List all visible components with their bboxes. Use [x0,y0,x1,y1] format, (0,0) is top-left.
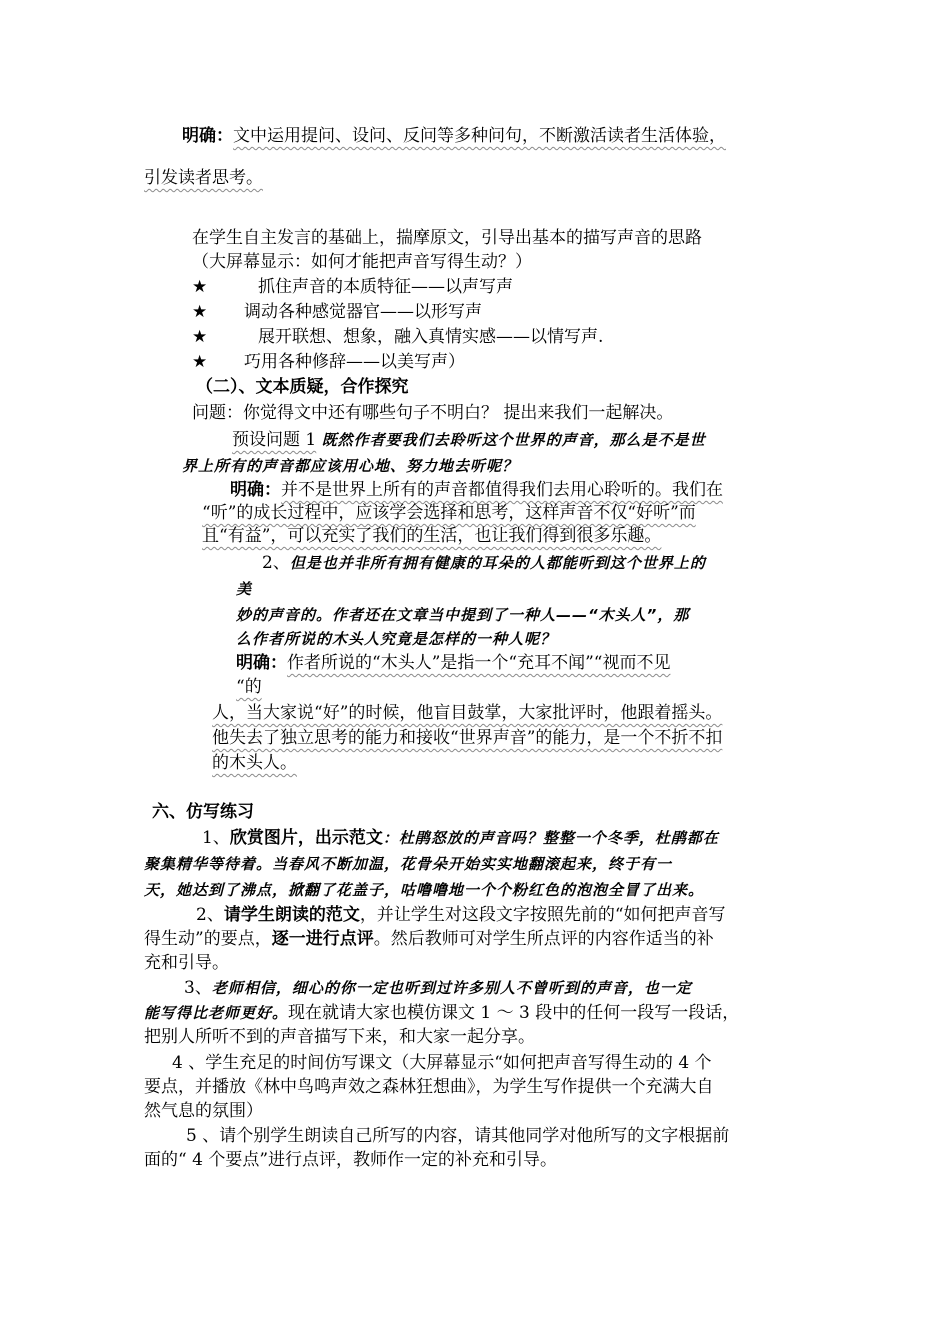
p4-line2: 要点，并播放《林中鸟鸣声效之森林狂想曲》，为学生写作提供一个充满大自 [144,1077,714,1097]
p1-line3: 天，她达到了沸点，掀翻了花盖子，咕噜噜地一个个粉红色的泡泡全冒了出来。 [144,881,705,899]
a2-line3: 人，当大家说“好”的时候，他盲目鼓掌，大家批评时，他跟着摇头。 [212,703,723,723]
q2-line2: 美 [236,580,253,598]
q1-line1 [232,428,706,452]
s1-text1: 文中运用提问、设问、反问等多种问句，不断激活读者生活体验， [233,126,726,146]
star-icon: ★ [192,327,208,347]
s1-line2: 引发读者思考。 [144,168,263,188]
s3-question: 问题：你觉得文中还有哪些句子不明白？ 提出来我们一起解决。 [192,403,674,423]
a2-line5: 的木头人。 [212,753,297,773]
p3-line2-a: 能写得比老师更好。 [144,1004,289,1022]
q2-line3: 妙的声音的。作者还在文章当中提到了一种人——“木头人”，那 [236,606,690,624]
a1-line2: “听”的成长过程中，应该学会选择和思考，这样声音不仅“好听”而 [202,503,696,523]
a1-line1 [230,478,723,502]
p3-line1 [184,976,692,1000]
a1-line3: 且“有益”，可以充实了我们的生活，也让我们得到很多乐趣。 [202,526,662,546]
p1-line2: 聚集精华等待着。当春风不断加温，花骨朵开始实实地翻滚起来，终于有一 [144,855,673,873]
p2-line3: 充和引导。 [144,953,229,973]
bullet-text: 巧用各种修辞——以美写声） [244,352,465,372]
p1-rest: ：杜鹃怒放的声音吗？整整一个冬季，杜鹃都在 [382,829,719,847]
a2-label: 明确： [236,653,287,673]
p3-line3: 把别人所听不到的声音描写下来，和大家一起分享。 [144,1027,535,1047]
a2-line2: “的 [236,677,262,697]
bullet-text: 抓住声音的本质特征——以声写声 [258,277,513,297]
a2-line4: 他失去了独立思考的能力和接收“世界声音”的能力，是一个不折不扣 [212,728,723,748]
p1-line1 [202,826,719,850]
star-icon: ★ [192,302,208,322]
p2-bold: 请学生朗读的范文 [223,905,360,925]
s1-line1 [182,124,726,148]
p2-line2-a: 得生动”的要点， [144,929,272,949]
q2-line1 [262,551,706,575]
p2-rest: ，并让学生对这段文字按照先前的“如何把声音写 [359,905,726,925]
s2-line2: （大屏幕显示：如何才能把声音写得生动？） [192,252,532,272]
p1-bold: 欣赏图片，出示范文 [229,828,383,848]
p2-num: 2、 [196,905,224,925]
p3-line2-b: 现在就请大家也模仿课文 1 ～ 3 段中的任何一段写一段话， [288,1003,740,1023]
bullet-1 [192,275,513,299]
star-icon: ★ [192,352,208,372]
q1-prefix: 预设问题 1 [232,430,317,450]
p1-num: 1、 [202,828,230,848]
bullet-4 [192,350,465,374]
p2-line2-b: 。然后教师可对学生所点评的内容作适当的补 [373,929,714,949]
p3-line2 [144,1001,739,1025]
bullet-text: 调动各种感觉器官——以形写声 [244,302,482,322]
p2-line2-bold: 逐一进行点评 [271,929,374,949]
p5-line2: 面的“ 4 个要点”进行点评，教师作一定的补充和引导。 [144,1150,558,1170]
p5-line1: 5 、请个别学生朗读自己所写的内容，请其他同学对他所写的文字根据前 [186,1126,730,1146]
bullet-3 [192,325,603,349]
q2-text1: 但是也并非所有拥有健康的耳朵的人都能听到这个世界上的 [289,554,706,572]
q1-text: 既然作者要我们去聆听这个世界的声音，那么是不是世 [321,431,706,449]
bullet-text: 展开联想、想象，融入真情实感——以情写声. [258,327,604,347]
a1-text1: 并不是世界上所有的声音都值得我们去用心聆听的。我们在 [281,480,723,500]
p4-line1: 4 、学生充足的时间仿写课文（大屏幕显示“如何把声音写得生动的 4 个 [172,1053,712,1073]
s2-line1: 在学生自主发言的基础上，揣摩原文，引导出基本的描写声音的思路 [192,228,702,248]
bullet-2 [192,300,482,324]
p2-line2 [144,927,714,951]
q1-line2: 界上所有的声音都应该用心地、努力地去听呢？ [182,457,519,475]
s1-label: 明确： [182,126,233,146]
q2-line4: 么作者所说的木头人究竟是怎样的一种人呢？ [236,630,557,648]
q2-num: 2、 [262,553,290,573]
p4-line3: 然气息的氛围） [144,1101,263,1121]
s4-heading: 六、仿写练习 [152,802,254,822]
a2-line1 [236,651,670,675]
a1-label: 明确： [230,480,281,500]
p2-line1 [196,903,726,927]
star-icon: ★ [192,277,208,297]
p3-text1: 老师相信，细心的你一定也听到过许多别人不曾听到的声音，也一定 [211,979,692,997]
p3-num: 3、 [184,978,212,998]
a2-text1: 作者所说的“木头人”是指一个“充耳不闻”“视而不见 [287,653,671,673]
s3-heading: （二）、文本质疑，合作探究 [196,377,409,397]
